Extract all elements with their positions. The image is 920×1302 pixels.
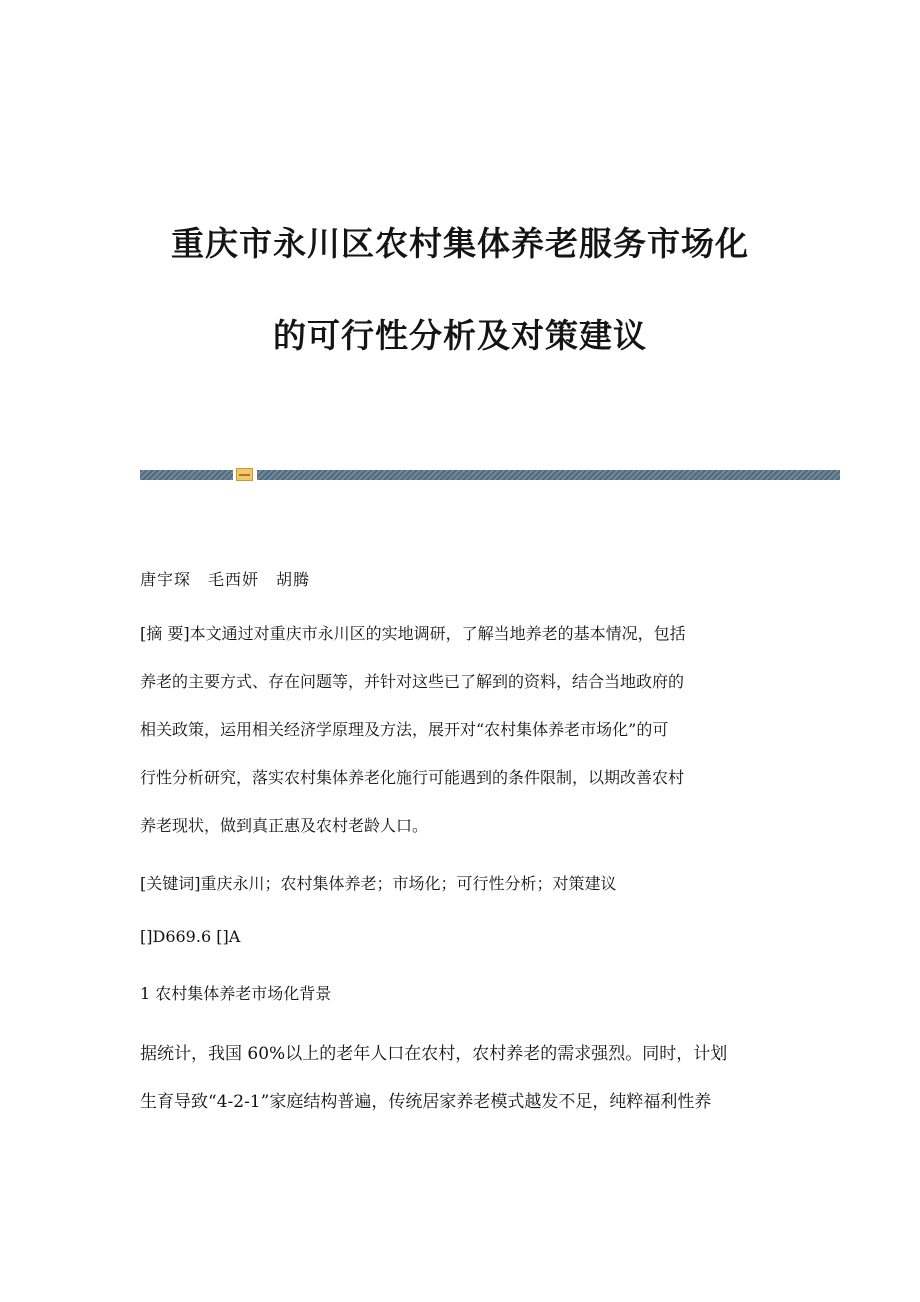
title-divider-right: [257, 470, 840, 480]
section-heading: 1 农村集体养老市场化背景: [140, 984, 332, 1003]
keywords: [关键词]重庆永川；农村集体养老；市场化；可行性分析；对策建议: [140, 874, 617, 893]
abstract-line: [摘 要]本文通过对重庆市永川区的实地调研，了解当地养老的基本情况，包括: [140, 624, 686, 643]
abstract-line: 相关政策，运用相关经济学原理及方法，展开对“农村集体养老市场化”的可: [140, 720, 669, 739]
divider-emblem-icon: [236, 468, 253, 481]
document-title-line-2: 的可行性分析及对策建议: [273, 316, 647, 355]
body-line: 生育导致“4-2-1”家庭结构普遍，传统居家养老模式越发不足，纯粹福利性养: [140, 1092, 712, 1112]
classification-code: []D669.6 []A: [140, 927, 241, 946]
section-body: [140, 1030, 790, 1126]
abstract-line: 养老现状，做到真正惠及农村老龄人口。: [140, 816, 429, 835]
body-line: 据统计，我国 60%以上的老年人口在农村，农村养老的需求强烈。同时，计划: [140, 1044, 728, 1064]
abstract: [140, 610, 790, 850]
abstract-line: 行性分析研究，落实农村集体养老化施行可能遇到的条件限制，以期改善农村: [140, 768, 685, 787]
abstract-line: 养老的主要方式、存在问题等，并针对这些已了解到的资料，结合当地政府的: [140, 672, 685, 691]
author-list: 唐宇琛 毛西妍 胡腾: [140, 570, 311, 589]
title-divider-left: [140, 470, 233, 480]
document-title-line-1: 重庆市永川区农村集体养老服务市场化: [171, 224, 749, 263]
